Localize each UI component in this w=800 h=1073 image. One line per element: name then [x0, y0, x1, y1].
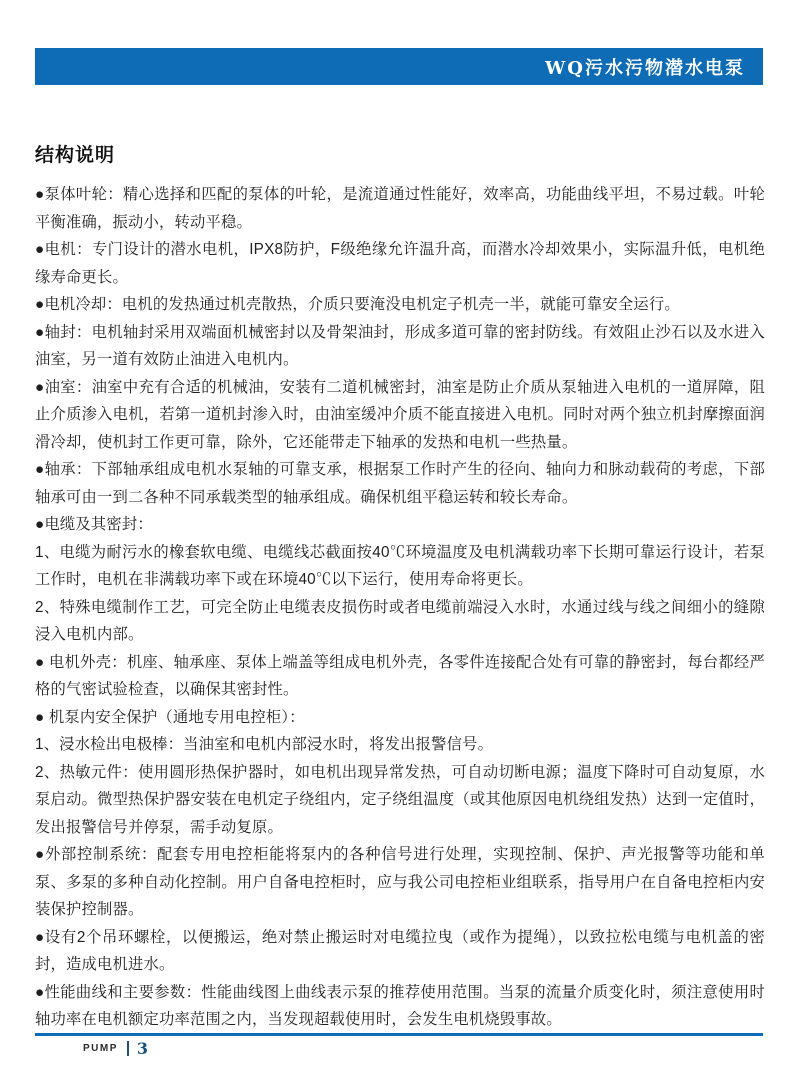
- paragraph-safety-head: ● 机泵内安全保护（通地专用电控柜）：: [35, 708, 305, 726]
- main-content: [35, 140, 765, 1034]
- footer-brand: PUMP: [83, 1043, 118, 1054]
- paragraph-performance-curve: ●性能曲线和主要参数：性能曲线图上曲线表示泵的推荐使用范围。当泵的流量介质变化时，须注意使用时轴功率在电机额定功率范围之内，当发现超载使用时，会发生电机烧毁事故。: [35, 983, 765, 1028]
- paragraph-motor-housing: ● 电机外壳：机座、轴承座、泵体上端盖等组成电机外壳，各零件连接配合处有可靠的静密封，每台都经严格的气密试验检查，以确保其密封性。: [35, 653, 765, 698]
- header-band: [35, 48, 763, 85]
- paragraph-pump-impeller: ●泵体叶轮：精心选择和匹配的泵体的叶轮，是流道通过性能好，效率高，功能曲线平坦，不易过载。叶轮平衡准确，振动小，转动平稳。: [35, 186, 765, 231]
- header-title: WQ污水污物潜水电泵: [545, 57, 745, 79]
- footer: [35, 1033, 763, 1058]
- paragraph-cable-item-2: 2、特殊电缆制作工艺，可完全防止电缆表皮损伤时或者电缆前端浸入水时，水通过线与线之间细小的缝隙浸入电机内部。: [35, 598, 765, 643]
- paragraph-bearing: ●轴承：下部轴承组成电机水泵轴的可靠支承，根据泵工作时产生的径向、轴向力和脉动载荷的考虑，下部轴承可由一到二各种不同承载类型的轴承组成。确保机组平稳运转和较长寿命。: [35, 461, 765, 506]
- paragraph-cable-item-1: 1、电缆为耐污水的橡套软电缆、电缆线芯截面按40℃环境温度及电机满载功率下长期可靠运行设计，若泵工作时，电机在非满载功率下或在环境40℃以下运行，使用寿命将更长。: [35, 543, 765, 588]
- paragraph-motor: ●电机：专门设计的潜水电机，IPX8防护，F级绝缘允许温升高，而潜水冷却效果小，实际温升低，电机绝缘寿命更长。: [35, 241, 765, 286]
- section-title: 结构说明: [35, 145, 116, 166]
- paragraph-cable-seal-head: ●电缆及其密封：: [35, 516, 153, 533]
- footer-left: [35, 1039, 763, 1058]
- paragraph-safety-item-2: 2、热敏元件：使用圆形热保护器时，如电机出现异常发热，可自动切断电源；温度下降时可自动复原，水泵启动。微型热保护器安装在电机定子绕组内，定子绕组温度（或其他原因电机绕组发热）达到一定值时，发出报警信号并停泵，需手动复原。: [35, 763, 765, 836]
- footer-separator-bar: [127, 1041, 129, 1056]
- page-number: 3: [136, 1039, 149, 1058]
- body-text: [35, 181, 765, 1034]
- footer-divider-line: [35, 1033, 763, 1036]
- paragraph-external-control: ●外部控制系统：配套专用电控柜能将泵内的各种信号进行处理，实现控制、保护、声光报警等功能和单泵、多泵的多种自动化控制。用户自备电控柜时，应与我公司电控柜业组联系，指导用户在自备电控柜内安装保护控制器。: [35, 846, 765, 918]
- paragraph-motor-cooling: ●电机冷却：电机的发热通过机壳散热，介质只要淹没电机定子机壳一半，就能可靠安全运行。: [35, 296, 680, 313]
- paragraph-shaft-seal: ●轴封：电机轴封采用双端面机械密封以及骨架油封，形成多道可靠的密封防线。有效阻止沙石以及水进入油室，另一道有效防止油进入电机内。: [35, 323, 765, 368]
- paragraph-lifting-bolts: ●设有2个吊环螺栓，以便搬运，绝对禁止搬运时对电缆拉曳（或作为提绳），以致拉松电缆与电机盖的密封，造成电机进水。: [35, 928, 765, 973]
- paragraph-safety-item-1: 1、浸水检出电极棒：当油室和电机内部浸水时，将发出报警信号。: [35, 736, 494, 753]
- paragraph-oil-chamber: ●油室：油室中充有合适的机械油，安装有二道机械密封，油室是防止介质从泵轴进入电机的一道屏障，阻止介质渗入电机，若第一道机封渗入时，由油室缓冲介质不能直接进入电机。同时对两个独立机封摩擦面润滑冷却，使机封工作更可靠，除外，它还能带走下轴承的发热和电机一些热量。: [35, 378, 765, 451]
